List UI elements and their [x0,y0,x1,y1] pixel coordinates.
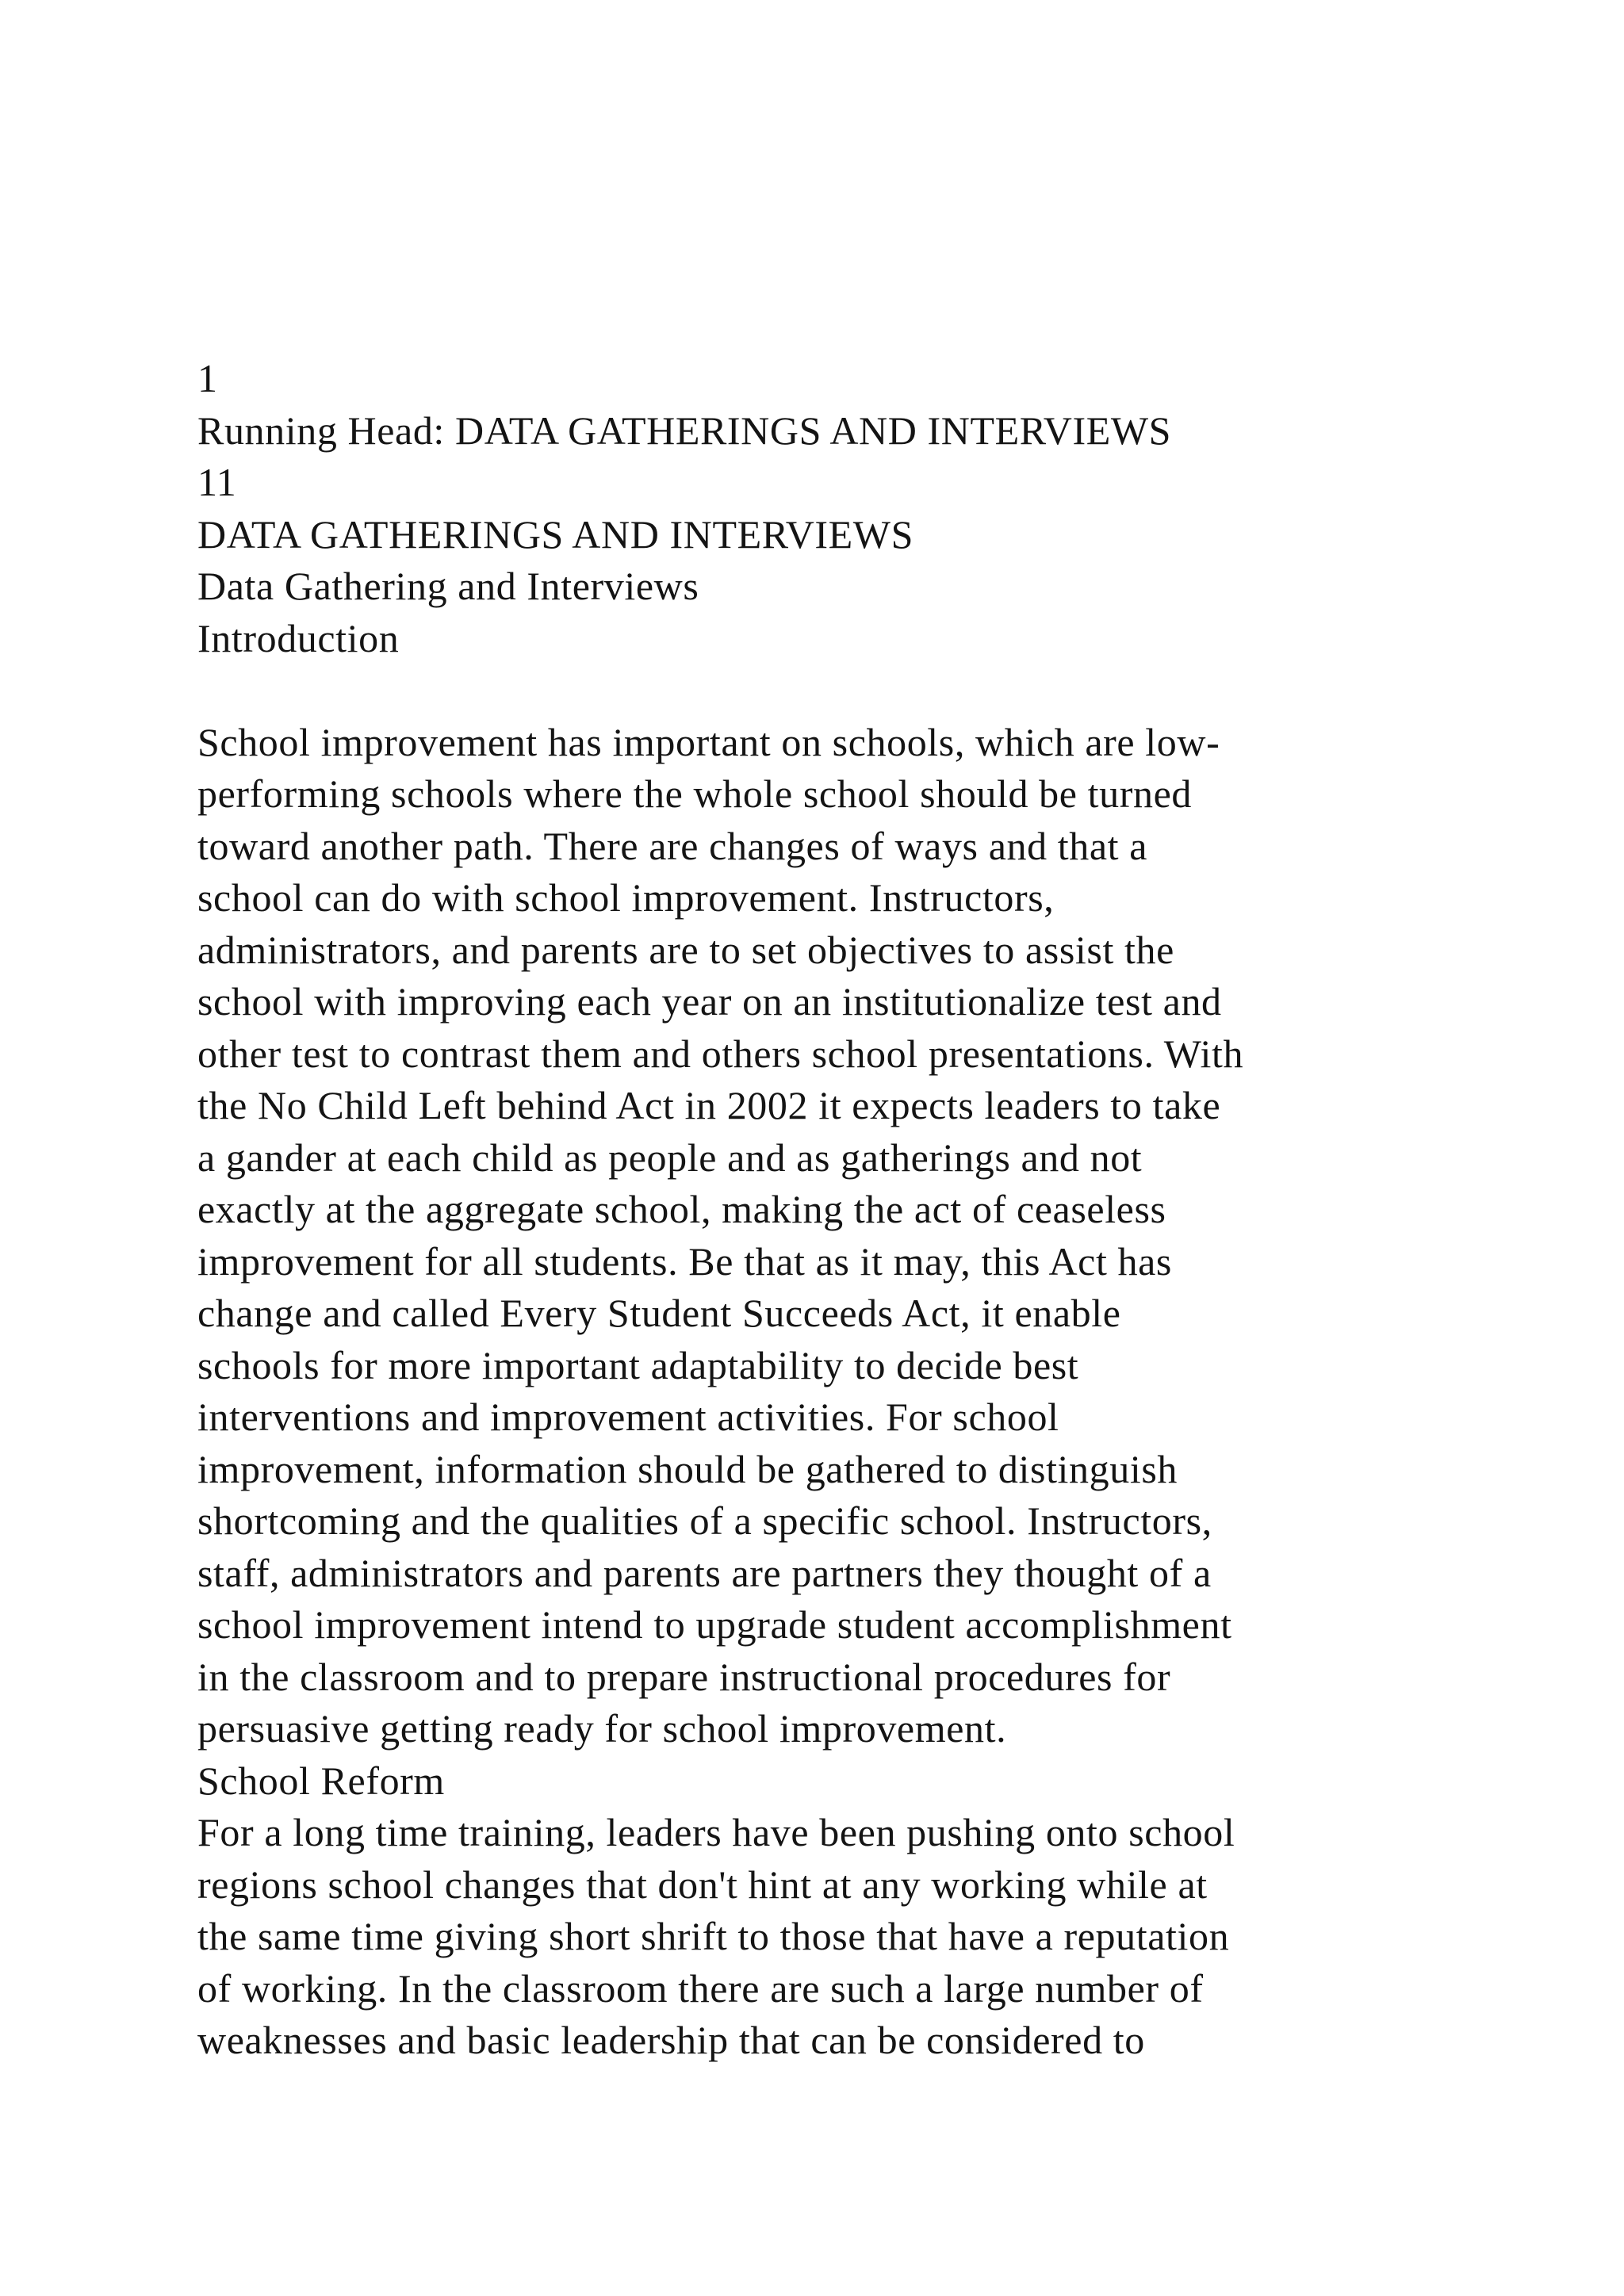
paragraph-line: interventions and improvement activities. For school [197,1395,1059,1439]
paragraph-line: school with improving each year on an institutionalize test and [197,979,1222,1024]
document-body [197,353,1545,2067]
paragraph-line: the same time giving short shrift to those that have a reputation [197,1914,1230,1958]
short-title: DATA GATHERINGS AND INTERVIEWS [197,511,914,557]
running-head: Running Head: DATA GATHERINGS AND INTERVIEWS [197,408,1172,453]
introduction-paragraph [197,717,1545,1755]
paragraph-line: administrators, and parents are to set objectives to assist the [197,927,1174,972]
paragraph-line: For a long time training, leaders have been pushing onto school [197,1810,1235,1854]
paragraph-line: performing schools where the whole school should be turned [197,771,1192,816]
paragraph-line: improvement, information should be gathered to distinguish [197,1446,1178,1491]
paragraph-line: a gander at each child as people and as gatherings and not [197,1135,1143,1180]
paragraph-line: school can do with school improvement. Instructors, [197,875,1055,920]
paragraph-line: shortcoming and the qualities of a specific school. Instructors, [197,1498,1212,1543]
section-heading-introduction: Introduction [197,615,400,660]
paragraph-line: School improvement has important on schools, which are low- [197,719,1220,764]
paragraph-line: persuasive getting ready for school improvement. [197,1706,1007,1751]
paragraph-line: weaknesses and basic leadership that can be considered to [197,2018,1145,2062]
paragraph-line: exactly at the aggregate school, making the act of ceaseless [197,1187,1166,1231]
paragraph-line: of working. In the classroom there are such a large number of [197,1965,1204,2011]
paragraph-line: improvement for all students. Be that as it may, this Act has [197,1238,1172,1284]
paragraph-line: schools for more important adaptability to decide best [197,1342,1079,1387]
paragraph-line: the No Child Left behind Act in 2002 it expects leaders to take [197,1083,1221,1127]
paragraph-line: other test to contrast them and others school presentations. With [197,1031,1244,1076]
paragraph-line: school improvement intend to upgrade student accomplishment [197,1602,1232,1647]
section-heading-school-reform: School Reform [197,1758,445,1803]
page-number-secondary: 11 [197,460,237,504]
paragraph-line: change and called Every Student Succeeds Act, it enable [197,1291,1121,1335]
paragraph-spacer [197,664,1545,717]
paragraph-line: staff, administrators and parents are partners they thought of a [197,1550,1212,1595]
paragraph-line: toward another path. There are changes of ways and that a [197,823,1148,868]
document-title: Data Gathering and Interviews [197,564,699,608]
paragraph-line: regions school changes that don't hint at any working while at [197,1862,1208,1907]
paragraph-line: in the classroom and to prepare instructional procedures for [197,1654,1171,1699]
page-number: 1 [197,356,218,400]
school-reform-paragraph [197,1807,1545,2067]
